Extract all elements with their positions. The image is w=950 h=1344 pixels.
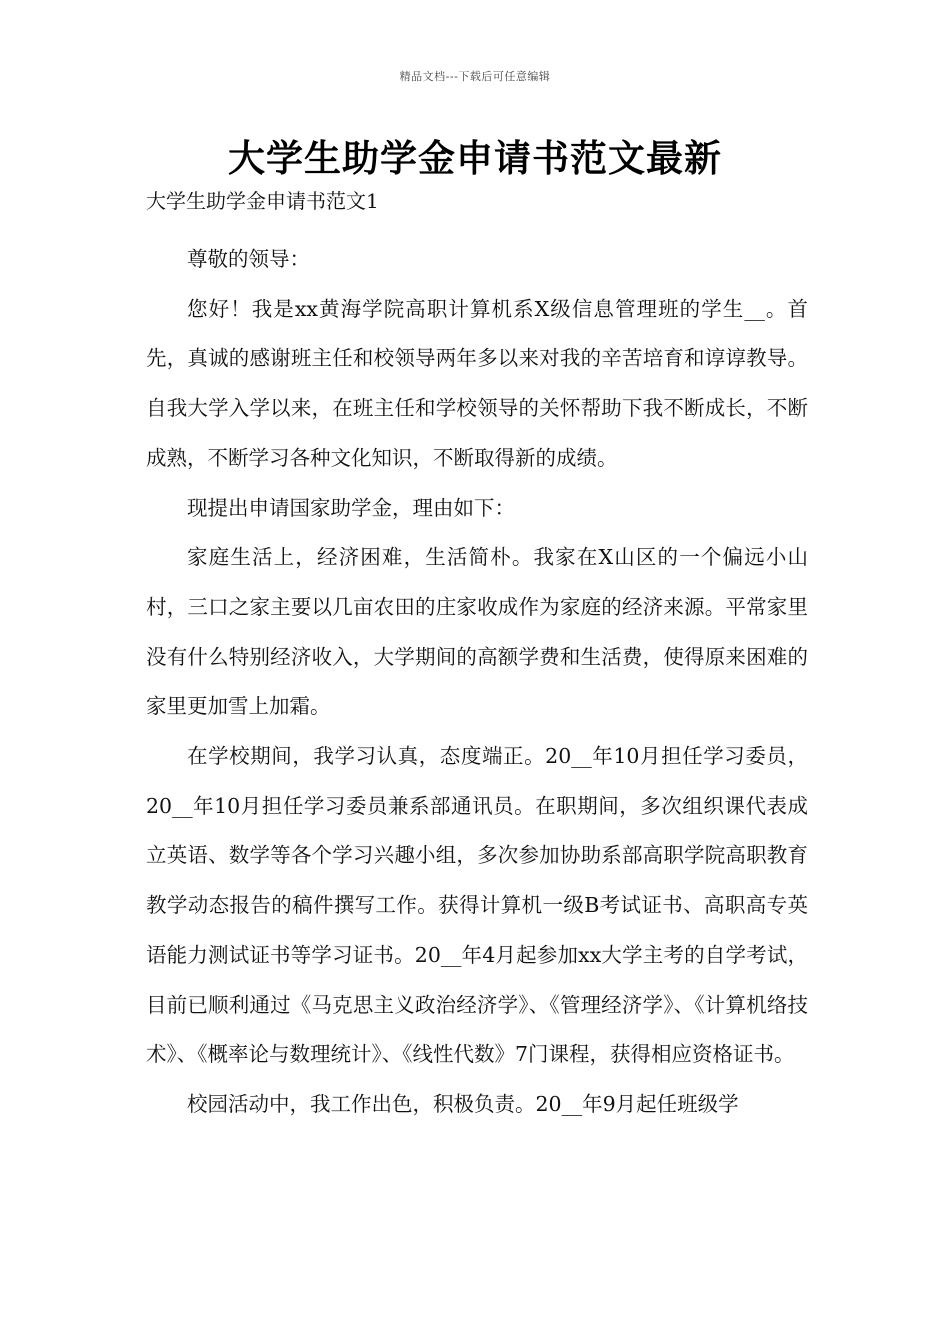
paragraph-study: 在学校期间，我学习认真，态度端正。20__年10月担任学习委员，20__年10月担任学习委员兼系部通讯员。在职期间，多次组织课代表成立英语、数学等各个学习兴趣小组，多次参加协助系部高职学院高职教育教学动态报告的稿件撰写工作。获得计算机一级B考试证书、高职高专英语能力测试证书等学习证书。20__年4月起参加xx大学主考的自学考试，目前已顺利通过《马克思主义政治经济学》、《管理经济学》、《计算机络技术》、《概率论与数理统计》、《线性代数》7门课程，获得相应资格证书。 <box>146 744 808 1067</box>
document-body <box>146 235 808 1130</box>
document-title: 大学生助学金申请书范文最新 <box>228 137 722 180</box>
paragraph-salutation: 尊敬的领导： <box>187 247 310 271</box>
header-note: 精品文档---下载后可任意编辑 <box>399 70 551 83</box>
document-subtitle: 大学生助学金申请书范文1 <box>146 189 379 213</box>
paragraph-reasons-intro: 现提出申请国家助学金，理由如下： <box>187 495 515 520</box>
paragraph-family: 家庭生活上，经济困难，生活简朴。我家在X山区的一个偏远小山村，三口之家主要以几亩农田的庄家收成作为家庭的经济来源。平常家里没有什么特别经济收入，大学期间的高额学费和生活费，使得原来困难的家里更加雪上加霜。 <box>146 545 808 719</box>
paragraph-introduction: 您好！我是xx黄海学院高职计算机系X级信息管理班的学生__。首先，真诚的感谢班主任和校领导两年多以来对我的辛苦培育和谆谆教导。自我大学入学以来，在班主任和学校领导的关怀帮助下我不断成长，不断成熟，不断学习各种文化知识，不断取得新的成绩。 <box>146 296 808 470</box>
paragraph-activities: 校园活动中，我工作出色，积极负责。20__年9月起任班级学 <box>187 1091 739 1116</box>
